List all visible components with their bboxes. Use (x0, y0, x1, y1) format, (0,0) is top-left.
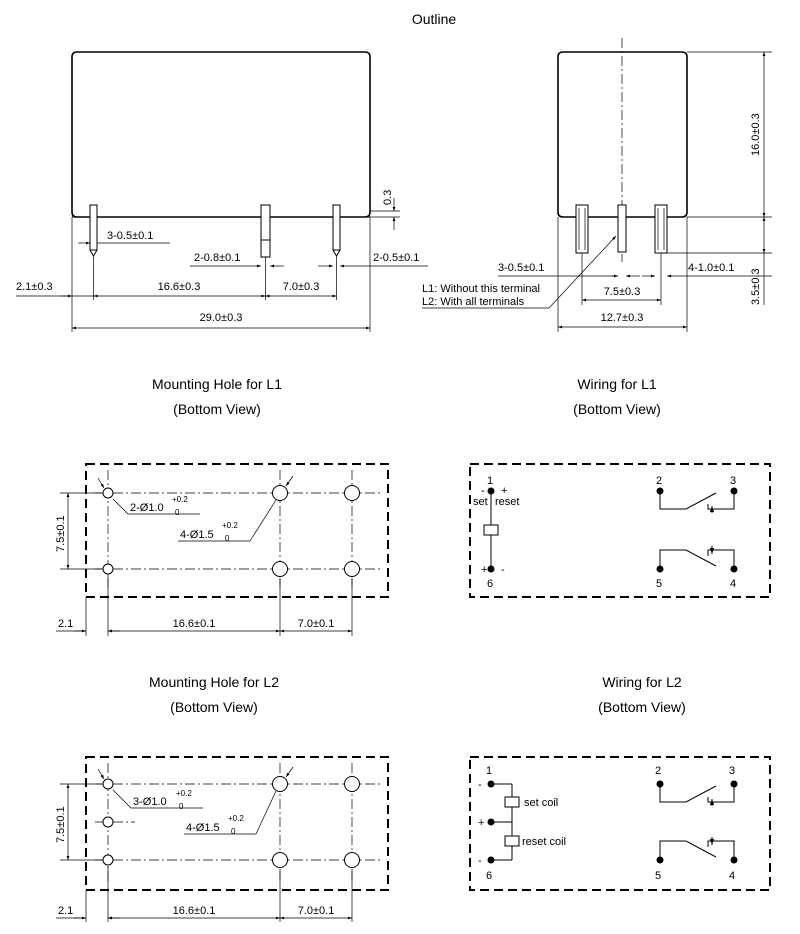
tol-upper: +0.2 (228, 814, 244, 823)
mount-l2-outline (86, 757, 388, 890)
hole-l2-large (273, 777, 288, 792)
dim-side-gap: 0.3 (382, 189, 394, 205)
pin-label: 1 (487, 475, 494, 487)
hole-l2-large (345, 853, 360, 868)
side-view (16, 52, 428, 332)
polarity: - (478, 779, 482, 791)
dim-l1-left: 2.1 (58, 618, 74, 630)
dim-l2-right: 7.0±0.1 (297, 905, 335, 917)
pin-end-right (655, 205, 667, 253)
dim-side-left: 2.1±0.3 (16, 281, 53, 293)
hole-l1-small (103, 564, 113, 574)
tol-upper: +0.2 (172, 495, 188, 504)
dim-end-pin4: 4-1.0±0.1 (688, 262, 735, 274)
polarity: - (481, 485, 485, 497)
label-set-coil: set coil (524, 797, 559, 809)
hole-l1-large (345, 486, 360, 501)
wiring-l1-title: Wiring for L1 (577, 376, 657, 392)
dim-end-pinlen: 3.5±0.3 (750, 268, 762, 305)
label-l2-large-holes: 4-Ø1.5 (186, 822, 220, 834)
dim-side-right: 7.0±0.3 (282, 281, 320, 293)
pin-side-mid (261, 205, 270, 257)
wiring-l1-subtitle: (Bottom View) (573, 401, 661, 417)
polarity: - (501, 564, 505, 576)
pin-label: 4 (730, 578, 737, 590)
wiring-l2-title: Wiring for L2 (602, 674, 682, 690)
label-set: set (473, 496, 488, 508)
dim-side-pin2b: 2-0.5±0.1 (373, 252, 420, 264)
set-coil (505, 797, 519, 807)
pin-label: 3 (730, 475, 737, 487)
dim-l2-mid: 16.6±0.1 (172, 905, 216, 917)
wiring-l2 (470, 757, 770, 890)
hole-l2-large (273, 853, 288, 868)
dim-side-pin3: 3-0.5±0.1 (107, 230, 154, 242)
dim-end-pitch: 7.5±0.3 (603, 286, 641, 298)
mount-l2-title: Mounting Hole for L2 (149, 674, 279, 690)
polarity: + (501, 485, 508, 497)
tol-lower: 0 (179, 802, 184, 811)
pin-label: 6 (486, 870, 493, 882)
pin-label: 2 (656, 475, 663, 487)
pin-end-mid (618, 205, 626, 252)
end-view (422, 38, 772, 332)
pin-label: 4 (729, 870, 736, 882)
dim-l2-left: 2.1 (58, 905, 74, 917)
hole-l1-small (103, 488, 113, 498)
dim-l1-pitch: 7.5±0.1 (55, 515, 67, 552)
tol-upper: +0.2 (176, 789, 192, 798)
reset-coil (505, 836, 519, 846)
relay-body-side (72, 52, 370, 217)
polarity: - (478, 855, 482, 867)
relay-body-end (558, 52, 687, 217)
wiring-l1 (470, 464, 770, 597)
hole-l2-small (103, 855, 113, 865)
hole-l1-large (273, 486, 288, 501)
pin-dot (657, 857, 664, 864)
pin-end-left (576, 205, 588, 253)
pin-side-right (333, 205, 340, 250)
pin-dot (657, 566, 664, 573)
label-reset-coil: reset coil (522, 836, 567, 848)
pin-dot (488, 566, 495, 573)
pin-dot (488, 857, 495, 864)
dim-side-pin2: 2-0.8±0.1 (194, 252, 241, 264)
hole-l1-large (345, 562, 360, 577)
mount-l1-subtitle: (Bottom View) (173, 401, 261, 417)
dim-l2-pitch: 7.5±0.1 (55, 806, 67, 843)
coil (484, 525, 498, 535)
mount-l1-outline (86, 464, 388, 597)
mount-l1-title: Mounting Hole for L1 (152, 376, 282, 392)
label-l1-large-holes: 4-Ø1.5 (180, 529, 214, 541)
pin-label: 2 (655, 765, 662, 777)
pin-dot (731, 857, 738, 864)
wiring-l2-subtitle: (Bottom View) (598, 699, 686, 715)
pin-label: 5 (655, 870, 662, 882)
tol-lower: 0 (175, 508, 180, 517)
pin-side-left (90, 205, 97, 250)
hole-l2-small (103, 779, 113, 789)
dim-l1-right: 7.0±0.1 (297, 618, 335, 630)
dim-side-total: 29.0±0.3 (199, 312, 243, 324)
note-l2: L2: With all terminals (422, 296, 525, 308)
dim-end-pin3: 3-0.5±0.1 (498, 262, 545, 274)
mount-l2-subtitle: (Bottom View) (170, 699, 258, 715)
label-l2-small-holes: 3-Ø1.0 (133, 796, 167, 808)
hole-l1-large (273, 562, 288, 577)
tol-upper: +0.2 (222, 521, 238, 530)
dim-end-height: 16.0±0.3 (750, 113, 762, 156)
pin-label: 1 (486, 765, 493, 777)
label-reset: reset (495, 496, 520, 508)
dim-l1-mid: 16.6±0.1 (172, 618, 216, 630)
mount-l1 (55, 464, 388, 636)
dim-side-mid: 16.6±0.3 (157, 281, 201, 293)
hole-l2-small (103, 817, 113, 827)
tol-lower: 0 (231, 827, 236, 836)
pin-label: 6 (487, 578, 494, 590)
pin-dot (731, 566, 738, 573)
polarity: + (481, 564, 488, 576)
label-l1-small-holes: 2-Ø1.0 (130, 502, 164, 514)
note-l1: L1: Without this terminal (422, 283, 540, 295)
pin-label: 3 (729, 765, 736, 777)
wiring-l2-outline (470, 757, 770, 890)
polarity: + (478, 817, 485, 829)
hole-l2-large (345, 777, 360, 792)
outline-title: Outline (411, 11, 457, 27)
dim-end-width: 12.7±0.3 (600, 312, 644, 324)
mount-l2 (55, 757, 388, 922)
pin-label: 5 (656, 578, 663, 590)
tol-lower: 0 (225, 534, 230, 543)
wiring-l1-outline (470, 464, 770, 597)
